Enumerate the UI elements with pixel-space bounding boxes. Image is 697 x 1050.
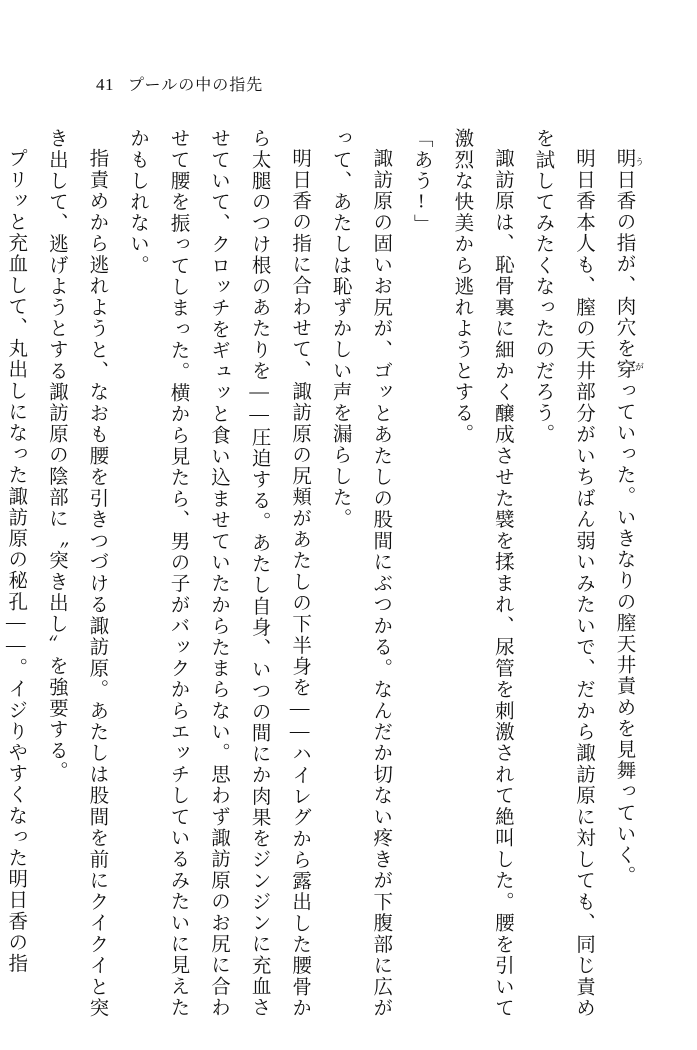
paragraph: プリッと充血して、丸出しになった諏訪原の秘孔——。イジりやすくなった明日香の指 (5, 147, 27, 974)
paragraph: 明日香の指が、肉穴を穿 うがっていった。いきなりの膣天井責めを見舞っていく。 (613, 147, 644, 887)
paragraph: 明日香本人も、膣の天井部分がいちばん弱いみたいで、だから諏訪原に対しても、同じ責めを試してみたくなったのだろう。 (532, 128, 594, 1018)
page-number: 41 (96, 75, 114, 94)
chapter-title: プールの中の指先 (128, 77, 264, 94)
running-head (96, 72, 263, 95)
ruby-text: 明日香の指が、肉穴を穿 うが (613, 147, 644, 380)
paragraph: 諏訪原の固いお尻が、ゴッとあたしの股間にぶつかる。なんだか切ない疼きが下腹部に広がって、あたしは恥ずかしい声を漏らした。 (329, 128, 392, 1018)
paragraph: 明日香の指に合わせて、諏訪原の尻頬があたしの下半身を——ハイレグから露出した腰骨から太腿のつけ根のあたりを——圧迫する。あたし自身、いつの間にか肉果をジンジンに充血させていて、クロッチをギュッと食い込ませていたからたまらない。思わず諏訪原のお尻に合わせて腰を振ってしまった。横から見たら、男の子がバックからエッチしているみたいに見えたかもしれない。 (126, 128, 311, 1018)
paragraph: 諏訪原は、恥骨裏に細かく醸成させた襞を揉まれ、尿管を刺激されて絶叫した。腰を引いて激烈な快美から逃れようとする。 (451, 128, 513, 1018)
paragraph: 「あう!」 (410, 128, 432, 235)
paragraph: 指責めから逃れようと、なおも腰を引きつづける諏訪原。あたしは股間を前にクイクイと突き出して、逃げようとする諏訪原の陰部に〝突き出し〟を強要する。 (45, 128, 108, 1018)
page-body-text (5, 128, 644, 1018)
